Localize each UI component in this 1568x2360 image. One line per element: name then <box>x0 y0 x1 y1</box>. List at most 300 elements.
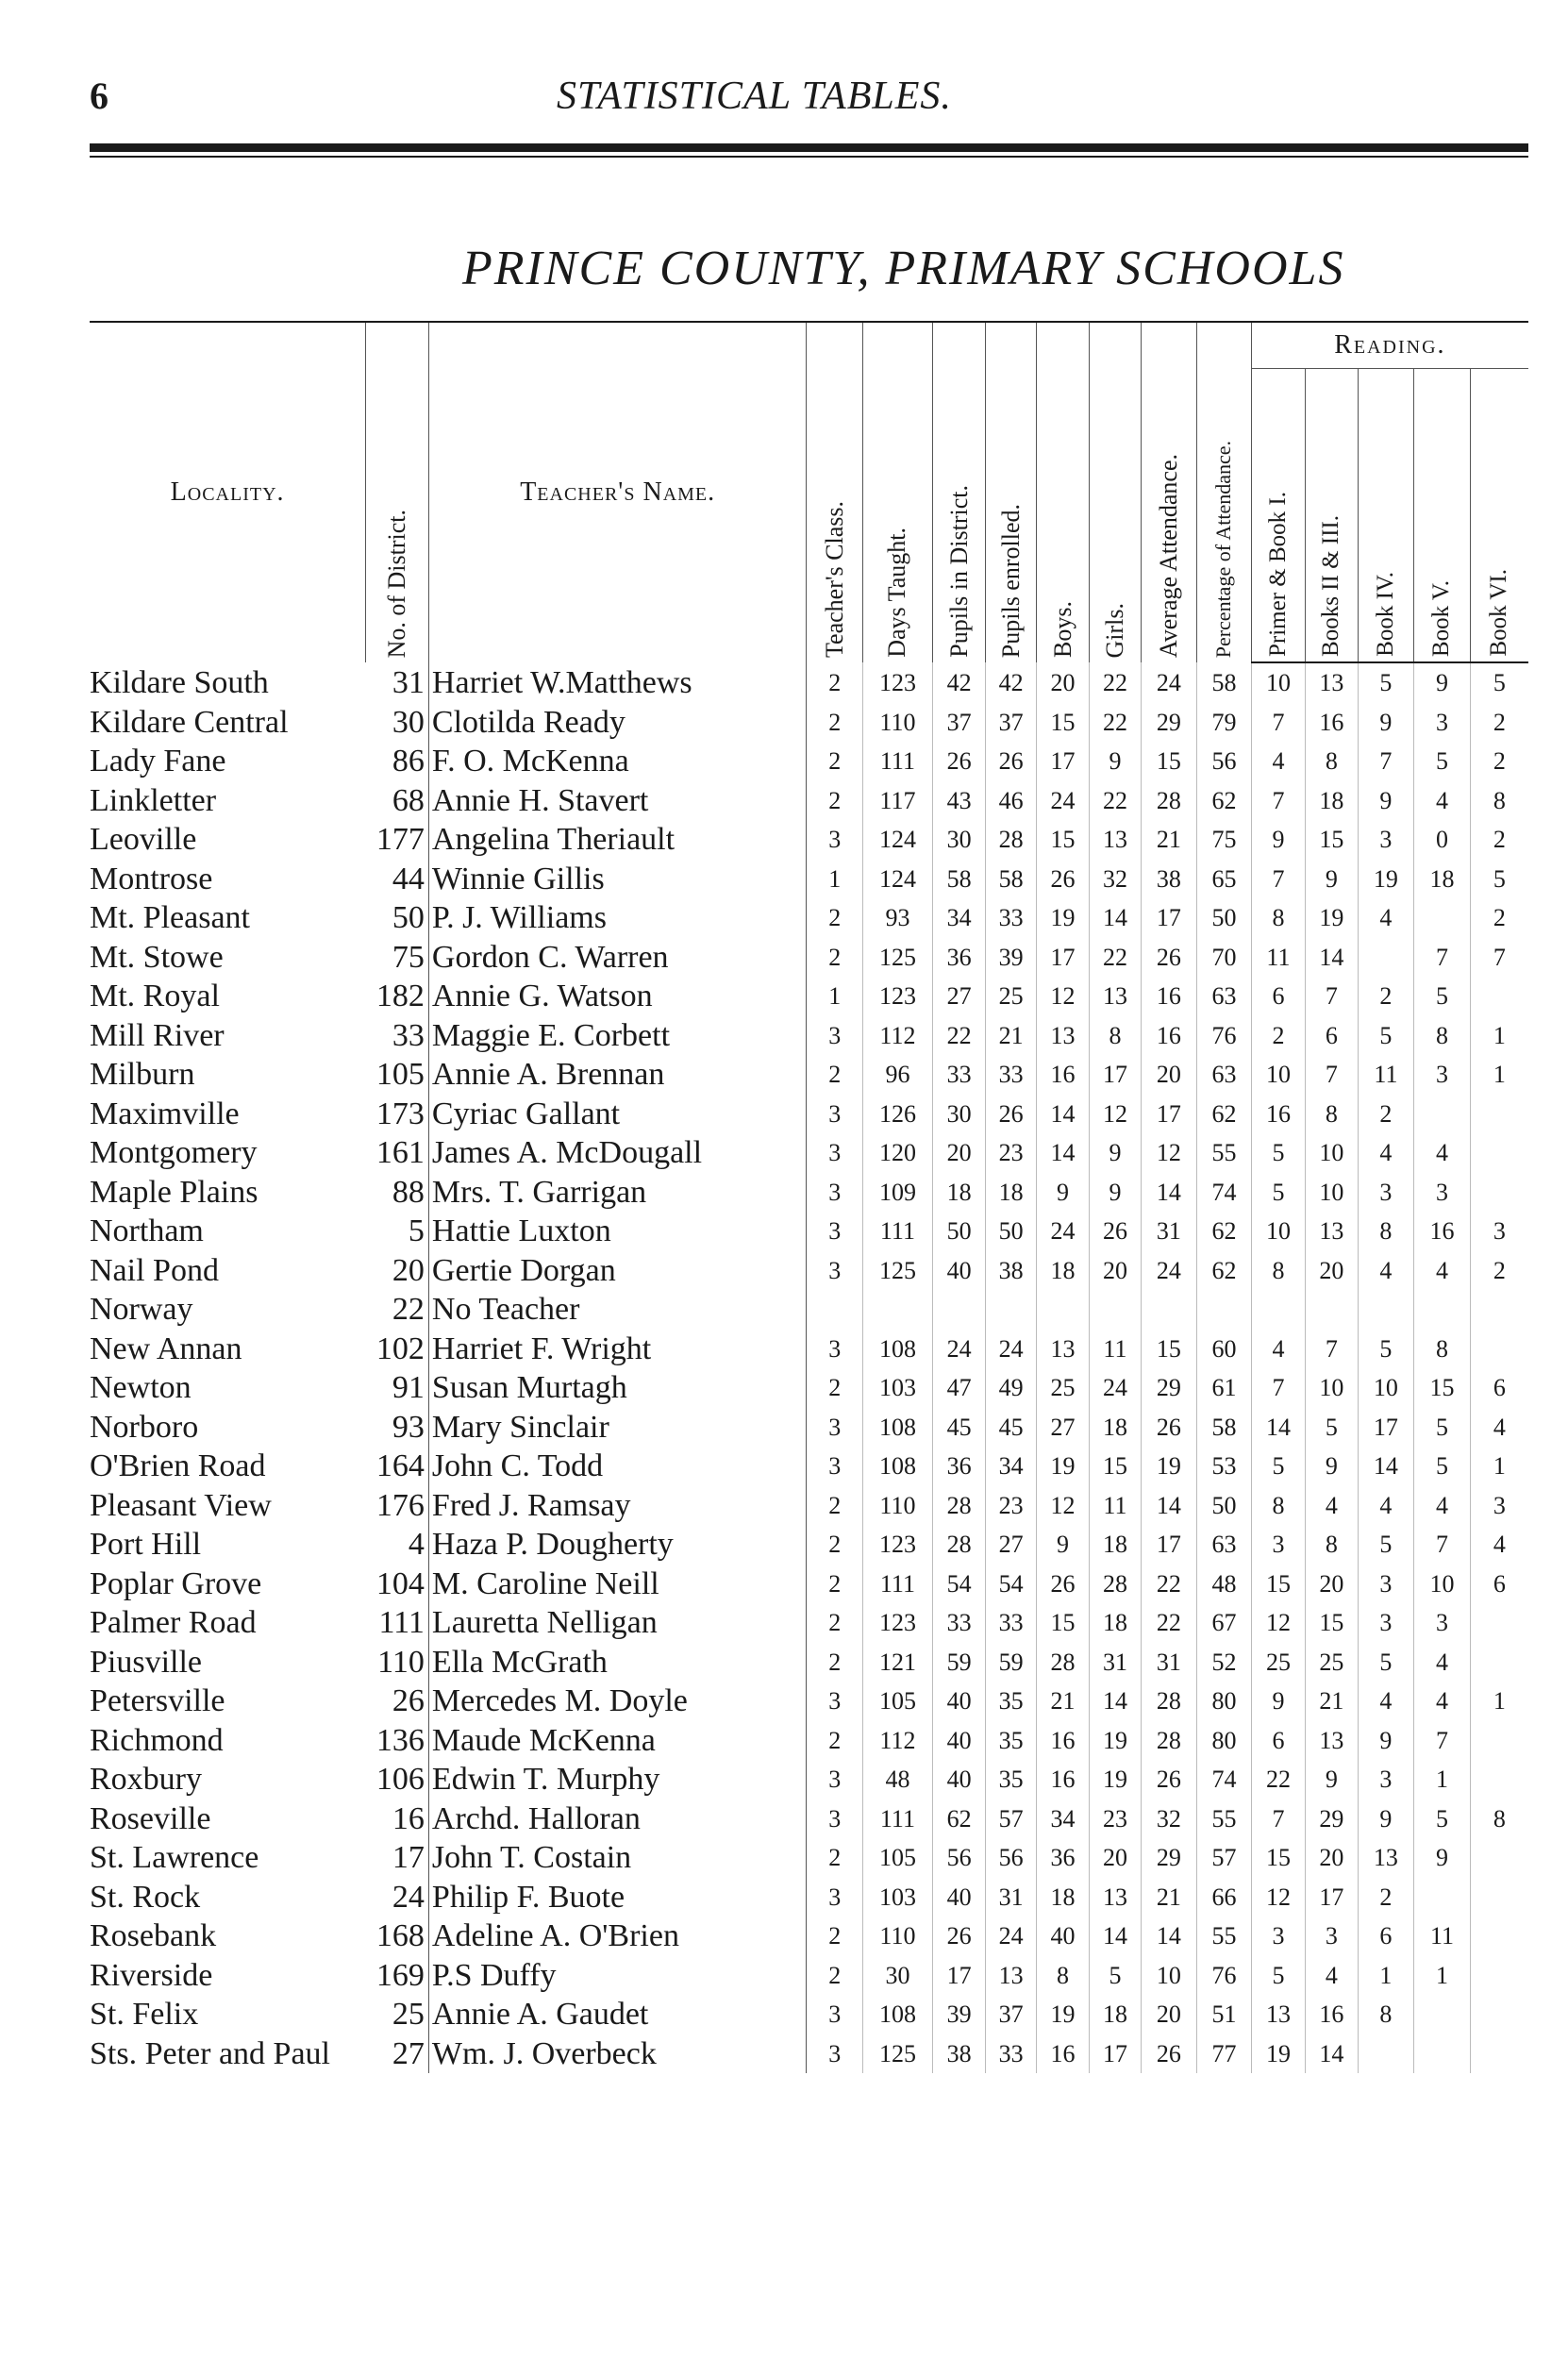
cell-locality: Montgomery <box>90 1135 258 1170</box>
cell-percentage-attendance: 65 <box>1197 860 1252 899</box>
table-row <box>90 1330 1528 1369</box>
cell-book6: 8 <box>1470 781 1528 821</box>
cell-boys: 19 <box>1036 898 1089 938</box>
cell-pupils-in-district: 39 <box>932 1995 985 2034</box>
cell-boys: 16 <box>1036 2034 1089 2074</box>
cell-book5: 4 <box>1414 1133 1471 1173</box>
cell-district-no: 93 <box>366 1408 429 1448</box>
cell-book5: 4 <box>1414 1251 1471 1291</box>
cell-percentage-attendance: 80 <box>1197 1721 1252 1761</box>
cell-teacher-class: 1 <box>807 977 863 1016</box>
cell-percentage-attendance: 50 <box>1197 898 1252 938</box>
cell-books-2-3: 29 <box>1306 1799 1358 1839</box>
cell-pupils-enrolled: 13 <box>986 1956 1036 1996</box>
cell-boys: 13 <box>1036 1330 1089 1369</box>
cell-primer-book1: 16 <box>1251 1095 1306 1134</box>
cell-days-taught: 109 <box>862 1173 932 1213</box>
cell-book6 <box>1470 1995 1528 2034</box>
cell-book4: 3 <box>1358 1603 1414 1643</box>
cell-pupils-in-district: 56 <box>932 1838 985 1878</box>
cell-average-attendance: 29 <box>1141 1368 1197 1408</box>
cell-percentage-attendance: 48 <box>1197 1565 1252 1604</box>
cell-percentage-attendance: 62 <box>1197 781 1252 821</box>
cell-girls: 5 <box>1090 1956 1141 1996</box>
cell-book4: 4 <box>1358 898 1414 938</box>
cell-teacher-name: Philip F. Buote <box>428 1878 807 1917</box>
cell-primer-book1: 7 <box>1251 1368 1306 1408</box>
cell-boys: 26 <box>1036 860 1089 899</box>
cell-average-attendance: 17 <box>1141 898 1197 938</box>
cell-days-taught: 123 <box>862 1525 932 1565</box>
cell-book4: 1 <box>1358 1956 1414 1996</box>
cell-teacher-name: Susan Murtagh <box>428 1368 807 1408</box>
cell-boys: 19 <box>1036 1995 1089 2034</box>
cell-primer-book1: 7 <box>1251 781 1306 821</box>
cell-days-taught: 120 <box>862 1133 932 1173</box>
table-row <box>90 1916 1528 1956</box>
cell-district-no: 75 <box>366 938 429 978</box>
cell-book6: 5 <box>1470 860 1528 899</box>
cell-pupils-enrolled: 38 <box>986 1251 1036 1291</box>
cell-teacher-class: 2 <box>807 1525 863 1565</box>
cell-teacher-name: Mrs. T. Garrigan <box>428 1173 807 1213</box>
cell-locality: Northam <box>90 1213 204 1248</box>
cell-average-attendance: 22 <box>1141 1603 1197 1643</box>
cell-average-attendance: 15 <box>1141 1330 1197 1369</box>
cell-locality: Palmer Road <box>90 1605 257 1640</box>
cell-book5: 9 <box>1414 662 1471 703</box>
cell-girls: 14 <box>1090 1916 1141 1956</box>
header-girls: Girls. <box>1090 322 1141 662</box>
running-head: STATISTICAL TABLES. <box>557 75 952 118</box>
header-days-taught: Days Taught. <box>862 322 932 662</box>
cell-pupils-in-district: 40 <box>932 1721 985 1761</box>
cell-teacher-class: 3 <box>807 1173 863 1213</box>
cell-locality: Port Hill <box>90 1527 202 1562</box>
cell-teacher-class: 2 <box>807 742 863 781</box>
cell-average-attendance: 26 <box>1141 2034 1197 2074</box>
cell-primer-book1: 7 <box>1251 860 1306 899</box>
cell-pupils-in-district: 54 <box>932 1565 985 1604</box>
cell-district-no: 68 <box>366 781 429 821</box>
cell-girls: 18 <box>1090 1995 1141 2034</box>
cell-books-2-3: 21 <box>1306 1682 1358 1721</box>
cell-pupils-in-district: 36 <box>932 1447 985 1486</box>
cell-book6: 8 <box>1470 1799 1528 1839</box>
cell-boys: 14 <box>1036 1133 1089 1173</box>
cell-days-taught: 117 <box>862 781 932 821</box>
cell-books-2-3: 7 <box>1306 1330 1358 1369</box>
cell-girls: 24 <box>1090 1368 1141 1408</box>
header-book4: Book IV. <box>1358 369 1414 663</box>
cell-district-no: 173 <box>366 1095 429 1134</box>
cell-book4: 11 <box>1358 1055 1414 1095</box>
cell-locality: Kildare Central <box>90 704 289 740</box>
cell-book6 <box>1470 1956 1528 1996</box>
cell-percentage-attendance: 76 <box>1197 1016 1252 1056</box>
cell-pupils-enrolled: 23 <box>986 1133 1036 1173</box>
cell-primer-book1: 5 <box>1251 1447 1306 1486</box>
cell-book5: 15 <box>1414 1368 1471 1408</box>
cell-percentage-attendance: 62 <box>1197 1251 1252 1291</box>
cell-primer-book1: 5 <box>1251 1133 1306 1173</box>
cell-average-attendance: 32 <box>1141 1799 1197 1839</box>
cell-book5: 0 <box>1414 820 1471 860</box>
cell-books-2-3: 25 <box>1306 1643 1358 1682</box>
cell-boys: 15 <box>1036 820 1089 860</box>
cell-pupils-in-district: 62 <box>932 1799 985 1839</box>
cell-book5: 18 <box>1414 860 1471 899</box>
cell-boys: 18 <box>1036 1878 1089 1917</box>
cell-days-taught: 123 <box>862 977 932 1016</box>
table-row <box>90 1643 1528 1682</box>
cell-girls: 9 <box>1090 742 1141 781</box>
cell-average-attendance: 22 <box>1141 1565 1197 1604</box>
cell-locality: Mt. Pleasant <box>90 900 250 935</box>
cell-primer-book1: 4 <box>1251 1330 1306 1369</box>
cell-teacher-name: Mercedes M. Doyle <box>428 1682 807 1721</box>
cell-girls: 17 <box>1090 2034 1141 2074</box>
cell-average-attendance: 16 <box>1141 1016 1197 1056</box>
cell-boys: 13 <box>1036 1016 1089 1056</box>
cell-primer-book1: 3 <box>1251 1916 1306 1956</box>
cell-boys: 16 <box>1036 1760 1089 1799</box>
cell-district-no: 20 <box>366 1251 429 1291</box>
cell-district-no: 33 <box>366 1016 429 1056</box>
cell-primer-book1: 15 <box>1251 1838 1306 1878</box>
cell-book4: 5 <box>1358 662 1414 703</box>
cell-primer-book1: 9 <box>1251 820 1306 860</box>
cell-average-attendance: 29 <box>1141 703 1197 743</box>
cell-boys: 24 <box>1036 781 1089 821</box>
cell-book6 <box>1470 977 1528 1016</box>
cell-books-2-3: 20 <box>1306 1251 1358 1291</box>
cell-pupils-enrolled: 21 <box>986 1016 1036 1056</box>
cell-girls: 13 <box>1090 1878 1141 1917</box>
cell-book5: 11 <box>1414 1916 1471 1956</box>
cell-book5 <box>1414 1995 1471 2034</box>
cell-girls: 23 <box>1090 1799 1141 1839</box>
cell-teacher-class: 2 <box>807 1368 863 1408</box>
cell-book6: 4 <box>1470 1408 1528 1448</box>
cell-book6: 2 <box>1470 898 1528 938</box>
cell-teacher-class: 2 <box>807 1838 863 1878</box>
cell-boys: 17 <box>1036 938 1089 978</box>
cell-book5: 5 <box>1414 1799 1471 1839</box>
cell-teacher-name: Harriet F. Wright <box>428 1330 807 1369</box>
cell-teacher-class: 2 <box>807 938 863 978</box>
cell-days-taught: 108 <box>862 1408 932 1448</box>
cell-primer-book1: 9 <box>1251 1682 1306 1721</box>
cell-pupils-enrolled: 31 <box>986 1878 1036 1917</box>
cell-teacher-name: Angelina Theriault <box>428 820 807 860</box>
cell-book6 <box>1470 1290 1528 1330</box>
table-row <box>90 2034 1528 2074</box>
cell-primer-book1: 10 <box>1251 1055 1306 1095</box>
cell-teacher-class: 2 <box>807 1486 863 1526</box>
cell-average-attendance: 12 <box>1141 1133 1197 1173</box>
cell-book6: 5 <box>1470 662 1528 703</box>
cell-girls: 20 <box>1090 1251 1141 1291</box>
cell-girls: 17 <box>1090 1055 1141 1095</box>
cell-percentage-attendance: 63 <box>1197 1525 1252 1565</box>
cell-book6 <box>1470 2034 1528 2074</box>
table-row <box>90 1290 1528 1330</box>
header-primer-book1: Primer & Book I. <box>1251 369 1306 663</box>
cell-pupils-enrolled: 26 <box>986 1095 1036 1134</box>
cell-district-no: 4 <box>366 1525 429 1565</box>
cell-locality: Poplar Grove <box>90 1565 262 1601</box>
cell-average-attendance: 14 <box>1141 1486 1197 1526</box>
cell-boys: 27 <box>1036 1408 1089 1448</box>
cell-average-attendance: 17 <box>1141 1525 1197 1565</box>
cell-locality: Riverside <box>90 1957 213 1993</box>
cell-girls: 22 <box>1090 938 1141 978</box>
cell-book4: 14 <box>1358 1447 1414 1486</box>
cell-teacher-class: 3 <box>807 2034 863 2074</box>
cell-teacher-name: Annie A. Brennan <box>428 1055 807 1095</box>
cell-locality: Kildare South <box>90 664 269 700</box>
cell-books-2-3: 5 <box>1306 1408 1358 1448</box>
table-row <box>90 860 1528 899</box>
cell-book6: 2 <box>1470 820 1528 860</box>
cell-days-taught: 108 <box>862 1447 932 1486</box>
cell-locality: Linkletter <box>90 782 217 818</box>
cell-book4: 9 <box>1358 781 1414 821</box>
cell-book4: 9 <box>1358 1799 1414 1839</box>
cell-books-2-3: 4 <box>1306 1956 1358 1996</box>
cell-book4: 17 <box>1358 1408 1414 1448</box>
cell-girls: 13 <box>1090 977 1141 1016</box>
cell-teacher-name: Mary Sinclair <box>428 1408 807 1448</box>
cell-teacher-class: 1 <box>807 860 863 899</box>
cell-books-2-3: 15 <box>1306 1603 1358 1643</box>
cell-book4: 10 <box>1358 1368 1414 1408</box>
cell-locality: Rosebank <box>90 1918 217 1953</box>
table-row <box>90 898 1528 938</box>
cell-teacher-class: 2 <box>807 781 863 821</box>
table-row <box>90 938 1528 978</box>
statistics-table <box>90 321 1528 2073</box>
cell-percentage-attendance: 74 <box>1197 1760 1252 1799</box>
cell-book6: 2 <box>1470 1251 1528 1291</box>
cell-average-attendance: 29 <box>1141 1838 1197 1878</box>
cell-teacher-name: Lauretta Nelligan <box>428 1603 807 1643</box>
cell-teacher-class: 2 <box>807 1916 863 1956</box>
cell-book5: 4 <box>1414 1486 1471 1526</box>
cell-teacher-class: 3 <box>807 1095 863 1134</box>
cell-primer-book1: 8 <box>1251 1486 1306 1526</box>
cell-teacher-name: Winnie Gillis <box>428 860 807 899</box>
cell-book6 <box>1470 1643 1528 1682</box>
header-book6: Book VI. <box>1470 369 1528 663</box>
table-row <box>90 1760 1528 1799</box>
cell-teacher-class: 2 <box>807 1055 863 1095</box>
table-row <box>90 1878 1528 1917</box>
cell-books-2-3: 7 <box>1306 977 1358 1016</box>
cell-pupils-enrolled: 26 <box>986 742 1036 781</box>
cell-boys: 16 <box>1036 1721 1089 1761</box>
cell-teacher-class: 2 <box>807 898 863 938</box>
cell-primer-book1: 10 <box>1251 1212 1306 1251</box>
cell-books-2-3: 20 <box>1306 1838 1358 1878</box>
cell-girls: 11 <box>1090 1330 1141 1369</box>
cell-teacher-name: John C. Todd <box>428 1447 807 1486</box>
cell-teacher-class: 2 <box>807 1956 863 1996</box>
cell-locality: Sts. Peter and Paul <box>90 2035 330 2071</box>
cell-book5: 3 <box>1414 1603 1471 1643</box>
cell-girls: 28 <box>1090 1565 1141 1604</box>
cell-boys: 12 <box>1036 1486 1089 1526</box>
cell-book4: 4 <box>1358 1682 1414 1721</box>
cell-average-attendance: 28 <box>1141 1721 1197 1761</box>
cell-teacher-name: F. O. McKenna <box>428 742 807 781</box>
cell-primer-book1: 11 <box>1251 938 1306 978</box>
cell-district-no: 111 <box>366 1603 429 1643</box>
cell-pupils-in-district: 36 <box>932 938 985 978</box>
cell-average-attendance: 28 <box>1141 781 1197 821</box>
cell-book6 <box>1470 1838 1528 1878</box>
cell-book6: 7 <box>1470 938 1528 978</box>
cell-percentage-attendance: 58 <box>1197 662 1252 703</box>
cell-district-no: 169 <box>366 1956 429 1996</box>
cell-pupils-enrolled: 57 <box>986 1799 1036 1839</box>
cell-pupils-in-district: 30 <box>932 1095 985 1134</box>
cell-boys: 17 <box>1036 742 1089 781</box>
cell-boys: 9 <box>1036 1525 1089 1565</box>
cell-book6: 2 <box>1470 742 1528 781</box>
cell-books-2-3: 8 <box>1306 1525 1358 1565</box>
cell-locality: Roxbury <box>90 1762 202 1797</box>
cell-teacher-class: 3 <box>807 1016 863 1056</box>
cell-teacher-name: Clotilda Ready <box>428 703 807 743</box>
cell-boys: 19 <box>1036 1447 1089 1486</box>
cell-percentage-attendance: 75 <box>1197 820 1252 860</box>
cell-pupils-enrolled: 33 <box>986 898 1036 938</box>
cell-book4 <box>1358 1290 1414 1330</box>
cell-teacher-name: James A. McDougall <box>428 1133 807 1173</box>
cell-books-2-3: 16 <box>1306 703 1358 743</box>
cell-pupils-enrolled: 50 <box>986 1212 1036 1251</box>
cell-percentage-attendance: 60 <box>1197 1330 1252 1369</box>
cell-book6: 6 <box>1470 1565 1528 1604</box>
cell-average-attendance: 26 <box>1141 1408 1197 1448</box>
cell-locality: Maximville <box>90 1096 240 1131</box>
page-number: 6 <box>90 75 108 117</box>
cell-pupils-enrolled: 35 <box>986 1760 1036 1799</box>
cell-locality: Norboro <box>90 1409 199 1445</box>
cell-district-no: 44 <box>366 860 429 899</box>
cell-pupils-enrolled: 37 <box>986 703 1036 743</box>
cell-percentage-attendance: 53 <box>1197 1447 1252 1486</box>
header-district-no: No. of District. <box>366 322 429 662</box>
cell-percentage-attendance: 67 <box>1197 1603 1252 1643</box>
cell-books-2-3: 6 <box>1306 1016 1358 1056</box>
cell-teacher-class: 2 <box>807 1565 863 1604</box>
cell-locality: Maple Plains <box>90 1174 259 1210</box>
table-row <box>90 1133 1528 1173</box>
cell-book4: 3 <box>1358 1565 1414 1604</box>
cell-book4: 9 <box>1358 1721 1414 1761</box>
cell-percentage-attendance: 55 <box>1197 1799 1252 1839</box>
cell-teacher-name: P.S Duffy <box>428 1956 807 1996</box>
table-row <box>90 1447 1528 1486</box>
cell-book6 <box>1470 1760 1528 1799</box>
cell-primer-book1: 4 <box>1251 742 1306 781</box>
cell-locality: Norway <box>90 1292 193 1327</box>
cell-teacher-class: 2 <box>807 1643 863 1682</box>
cell-teacher-name: Ella McGrath <box>428 1643 807 1682</box>
cell-district-no: 136 <box>366 1721 429 1761</box>
cell-district-no: 27 <box>366 2034 429 2074</box>
cell-average-attendance: 24 <box>1141 662 1197 703</box>
cell-district-no: 30 <box>366 703 429 743</box>
cell-days-taught: 103 <box>862 1368 932 1408</box>
cell-days-taught: 125 <box>862 1251 932 1291</box>
cell-book5 <box>1414 1878 1471 1917</box>
cell-book5: 16 <box>1414 1212 1471 1251</box>
cell-book5: 1 <box>1414 1760 1471 1799</box>
cell-teacher-class: 3 <box>807 1995 863 2034</box>
cell-book4: 3 <box>1358 820 1414 860</box>
cell-books-2-3: 19 <box>1306 898 1358 938</box>
cell-girls: 14 <box>1090 1682 1141 1721</box>
cell-teacher-name: Maude McKenna <box>428 1721 807 1761</box>
cell-percentage-attendance: 62 <box>1197 1095 1252 1134</box>
cell-locality: New Annan <box>90 1331 242 1366</box>
cell-girls: 9 <box>1090 1173 1141 1213</box>
header-percentage-attendance: Percentage of Attendance. <box>1197 322 1252 662</box>
cell-boys: 36 <box>1036 1838 1089 1878</box>
cell-books-2-3: 20 <box>1306 1565 1358 1604</box>
cell-locality: Mill River <box>90 1017 225 1053</box>
cell-books-2-3: 17 <box>1306 1878 1358 1917</box>
cell-days-taught: 111 <box>862 1799 932 1839</box>
cell-girls: 18 <box>1090 1408 1141 1448</box>
cell-district-no: 110 <box>366 1643 429 1682</box>
cell-book5: 3 <box>1414 1173 1471 1213</box>
cell-district-no: 22 <box>366 1290 429 1330</box>
cell-boys: 14 <box>1036 1095 1089 1134</box>
cell-pupils-enrolled: 24 <box>986 1916 1036 1956</box>
cell-locality: St. Felix <box>90 1997 199 2032</box>
cell-boys: 20 <box>1036 662 1089 703</box>
cell-books-2-3: 9 <box>1306 1447 1358 1486</box>
cell-days-taught: 123 <box>862 1603 932 1643</box>
cell-district-no: 161 <box>366 1133 429 1173</box>
cell-pupils-in-district: 45 <box>932 1408 985 1448</box>
cell-book5: 4 <box>1414 1682 1471 1721</box>
cell-pupils-enrolled: 33 <box>986 1055 1036 1095</box>
cell-pupils-enrolled: 24 <box>986 1330 1036 1369</box>
cell-locality: Montrose <box>90 861 213 896</box>
cell-teacher-name: Wm. J. Overbeck <box>428 2034 807 2074</box>
cell-days-taught: 111 <box>862 1565 932 1604</box>
cell-pupils-in-district: 42 <box>932 662 985 703</box>
cell-boys: 18 <box>1036 1251 1089 1291</box>
cell-book5: 4 <box>1414 1643 1471 1682</box>
cell-book4: 19 <box>1358 860 1414 899</box>
cell-book4: 2 <box>1358 1095 1414 1134</box>
cell-days-taught: 112 <box>862 1721 932 1761</box>
cell-pupils-in-district: 40 <box>932 1760 985 1799</box>
cell-pupils-in-district: 28 <box>932 1486 985 1526</box>
cell-book6 <box>1470 1330 1528 1369</box>
cell-primer-book1: 2 <box>1251 1016 1306 1056</box>
cell-teacher-class: 3 <box>807 820 863 860</box>
cell-book6 <box>1470 1095 1528 1134</box>
cell-pupils-in-district <box>932 1290 985 1330</box>
